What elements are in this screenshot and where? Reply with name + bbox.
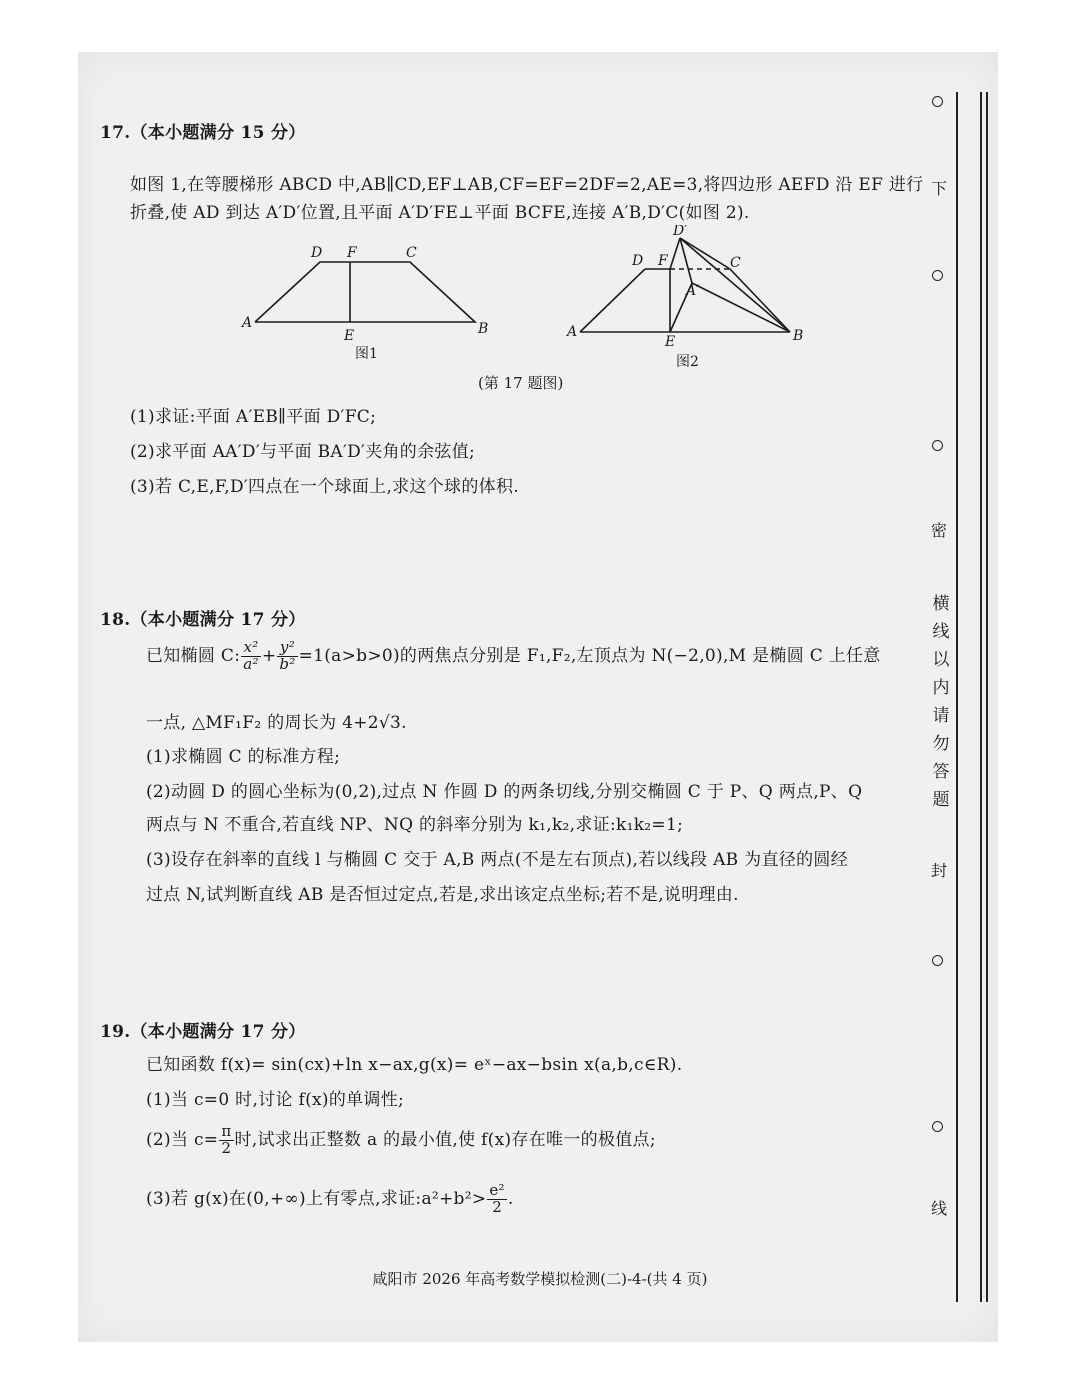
q19-part1: (1)当 c=0 时,讨论 f(x)的单调性; [146,1090,405,1110]
fig1-label-A: A [242,315,253,331]
side-label-xia: 下 [929,176,949,199]
fig1-label-F: F [347,245,357,261]
fraction-num-y2: y² [277,640,297,657]
fraction-den-2: 2 [221,1138,232,1157]
warning-char: 横 [932,594,950,614]
q17-text-line2: 折叠,使 AD 到达 A′D′位置,且平面 A′D′FE⊥平面 BCFE,连接 A′B,D′C(如图 2). [130,203,750,223]
q18-part2-line1: (2)动圆 D 的圆心坐标为(0,2),过点 N 作圆 D 的两条切线,分别交椭圆 C 于 P、Q 两点,P、Q [146,782,863,802]
warning-char: 勿 [932,734,950,754]
q18-heading: 18.（本小题满分 17 分） [100,610,306,630]
q19-part3-prefix: (3)若 g(x)在(0,+∞)上有零点,求证:a²+b²> [146,1188,487,1209]
x2-over-a2-fraction [241,640,261,673]
y2-over-b2-fraction [277,640,297,673]
e2-over-2-fraction [487,1183,507,1216]
fig2-label-A: A [567,324,578,340]
q17-text-line1: 如图 1,在等腰梯形 ABCD 中,AB∥CD,EF⊥AB,CF=EF=2DF=2,AE=3,将四边形 AEFD 沿 EF 进行 [130,175,924,195]
figure-1-trapezoid [255,262,475,322]
q19-part2-prefix: (2)当 c= [146,1129,219,1150]
side-label-feng: 封 [929,858,949,881]
q19-part2 [146,1124,656,1157]
binding-hole-icon [932,96,943,107]
q17-figure-caption: (第 17 题图) [478,374,564,392]
page-footer: 咸阳市 2026 年高考数学模拟检测(二)-4-(共 4 页) [372,1270,708,1288]
fraction-den-2b: 2 [492,1197,503,1216]
fig2-label-D-prime: D′ [673,225,688,239]
warning-char: 线 [932,622,950,642]
warning-char: 答 [932,762,950,782]
q18-line1-suffix: =1(a>b>0)的两焦点分别是 F₁,F₂,左顶点为 N(−2,0),M 是椭圆 C 上任意 [298,645,881,666]
fig2-caption: 图2 [676,354,699,370]
binding-hole-icon [932,440,943,451]
fig1-label-C: C [406,245,417,261]
q17-part1: (1)求证:平面 A′EB∥平面 D′FC; [130,407,377,427]
q18-part1: (1)求椭圆 C 的标准方程; [146,747,341,767]
pi-over-2-fraction [219,1124,233,1157]
q18-part3-line1: (3)设存在斜率的直线 l 与椭圆 C 交于 A,B 两点(不是左右顶点),若以线段 AB 为直径的圆经 [146,850,848,870]
side-label-xian: 线 [929,1196,949,1219]
q17-heading: 17.（本小题满分 15 分） [100,123,306,143]
q18-text-line1: 已知椭圆 C: $\frac{\text{x²}}{\text{a²}}$ + $\frac{\text{y²}}{\text{b²}}$ =1(a>b>0)的两焦点分别是 F₁,F₂,左顶点为 N(−2,0),M 是椭圆 C 上任意 [146,638,881,673]
binding-hole-icon [932,955,943,966]
fig2-label-A-prime: A′ [686,283,700,299]
fraction-num-e2: e² [489,1181,505,1199]
q18-part2-line2: 两点与 N 不重合,若直线 NP、NQ 的斜率分别为 k₁,k₂,求证:k₁k₂=1; [146,815,684,835]
q19-text-line1: 已知函数 f(x)= sin(cx)+ln x−ax,g(x)= eˣ−ax−bsin x(a,b,c∈R). [146,1055,683,1075]
q19-part3-suffix: . [507,1188,514,1209]
q17-part3: (3)若 C,E,F,D′四点在一个球面上,求这个球的体积. [130,477,519,497]
fig2-label-D: D [632,253,644,269]
fraction-den-b2: b² [279,654,296,673]
fig2-label-B: B [793,328,804,344]
fig1-label-B: B [478,321,489,337]
side-label-mi: 密 [929,518,949,541]
q19-part2-suffix: 时,试求出正整数 a 的最小值,使 f(x)存在唯一的极值点; [234,1129,656,1150]
warning-char: 以 [932,650,950,670]
fig1-caption: 图1 [355,346,378,362]
warning-char: 内 [932,678,950,698]
q17-part2: (2)求平面 AA′D′与平面 BA′D′夹角的余弦值; [130,442,476,462]
binding-hole-icon [932,1121,943,1132]
binding-hole-icon [932,270,943,281]
fraction-num-x2: x² [241,640,261,657]
binding-warning [930,590,952,814]
q18-text-line2: 一点, △MF₁F₂ 的周长为 4+2√3. [146,713,407,733]
fig2-label-F: F [658,253,668,269]
figure-2-folded-solid [580,238,790,332]
fig1-label-E: E [344,328,355,344]
fraction-den-a2: a² [243,654,259,673]
fig1-label-D: D [311,245,323,261]
q19-heading: 19.（本小题满分 17 分） [100,1022,306,1042]
warning-char: 题 [932,790,950,810]
warning-char: 请 [932,706,950,726]
q18-part3-line2: 过点 N,试判断直线 AB 是否恒过定点,若是,求出该定点坐标;若不是,说明理由. [146,885,739,905]
q17-figure [230,225,830,395]
fraction-num-pi: π [221,1122,232,1140]
q18-line1-prefix: 已知椭圆 C: [146,645,241,666]
fig2-label-E: E [665,334,676,350]
fig2-label-C: C [730,255,741,271]
q19-part3 [146,1183,514,1216]
